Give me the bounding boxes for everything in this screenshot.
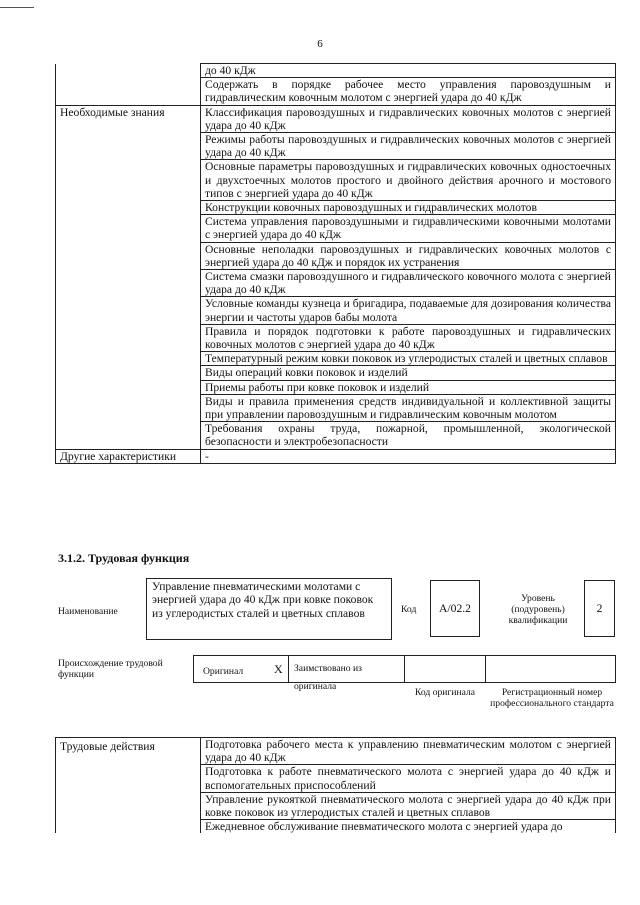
row-label: [56, 297, 201, 324]
code-box: [430, 580, 480, 637]
row-text: Требования охраны труда, пожарной, промышленной, экологической безопасности и электробезопасности: [201, 422, 616, 449]
borrowed-label: Заимствовано из оригинала: [294, 663, 362, 692]
row-text: Приемы работы при ковке поковок и изделий: [201, 380, 616, 394]
row-label: [56, 380, 201, 394]
row-label-other: Другие характеристики: [56, 449, 201, 463]
row-text: до 40 кДж: [201, 64, 616, 78]
row-label-actions: Трудовые действия: [56, 738, 201, 765]
code-value: А/02.2: [439, 602, 471, 615]
table-row: [56, 105, 616, 132]
table-row: [56, 64, 616, 78]
original-mark: X: [274, 662, 283, 676]
row-label: [56, 215, 201, 242]
row-label: [56, 78, 201, 105]
table-row: [56, 449, 616, 463]
row-label: [56, 270, 201, 297]
row-text: Система управления паровоздушными и гидравлическими ковочными молотами с энергией удара до 40 кДж: [201, 215, 616, 242]
table-row: [56, 133, 616, 160]
row-text: Система смазки паровоздушного и гидравлического ковочного молота с энергией удара до 40 кДж: [201, 270, 616, 297]
row-label: [56, 765, 201, 792]
row-label: [56, 394, 201, 421]
table-row: [56, 160, 616, 201]
code-original-label: Код оригинала: [414, 687, 476, 698]
row-label: [56, 64, 201, 78]
name-label: Наименование: [58, 606, 118, 617]
row-text: -: [201, 449, 616, 463]
reg-number-label: Регистрационный номер профессионального стандарта: [490, 687, 614, 709]
row-text: Подготовка к работе пневматического молота с энергией удара до 40 кДж и вспомогательных приспособлений: [201, 765, 616, 792]
original-box: [193, 655, 289, 683]
table-row: [56, 201, 616, 215]
page-number: 6: [317, 38, 323, 50]
row-text: Режимы работы паровоздушных и гидравлических ковочных молотов с энергией удара до 40 кДж: [201, 133, 616, 160]
row-text: Подготовка рабочего места к управлению пневматическим молотом с энергией удара до 40 кДж: [201, 738, 616, 765]
table-row: [56, 394, 616, 421]
table-row: [56, 792, 616, 819]
code-label: Код: [401, 604, 417, 615]
row-label: [56, 324, 201, 351]
row-label: [56, 820, 201, 834]
table-row: [56, 765, 616, 792]
row-text: Содержать в порядке рабочее место управления паровоздушным и гидравлическим ковочным молотом с энергией удара до 40 кДж: [201, 78, 616, 105]
row-label-knowledge: Необходимые знания: [56, 105, 201, 132]
table-row: [56, 215, 616, 242]
row-text: Правила и порядок подготовки к работе паровоздушных и гидравлических ковочных молотов с энергией удара до 40 кДж: [201, 324, 616, 351]
row-label: [56, 366, 201, 380]
table-row: [56, 380, 616, 394]
function-name-value: Управление пневматическими молотами с энергией удара до 40 кДж при ковке поковок из углеродистых сталей и цветных сплавов: [152, 580, 374, 620]
row-label: [56, 201, 201, 215]
row-label: [56, 422, 201, 449]
table-row: [56, 78, 616, 105]
row-text: Температурный режим ковки поковок из углеродистых сталей и цветных сплавов: [201, 352, 616, 366]
corner-mark: [0, 7, 34, 8]
row-text: Классификация паровоздушных и гидравлических ковочных молотов с энергией удара до 40 кДж: [201, 105, 616, 132]
row-text: Виды операций ковки поковок и изделий: [201, 366, 616, 380]
row-text: Ежедневное обслуживание пневматического молота с энергией удара до: [201, 820, 616, 834]
origin-label: Происхождение трудовой функции: [58, 658, 163, 680]
row-text: Основные параметры паровоздушных и гидравлических ковочных одностоечных и двухстоечных молотов простого и двойного действия арочного и мостового типов с энергией удара до 40 кДж: [201, 160, 616, 201]
skills-knowledge-table: [55, 63, 616, 464]
table-row: [56, 324, 616, 351]
table-row: [56, 352, 616, 366]
row-label: [56, 133, 201, 160]
code-original-box: [404, 655, 486, 683]
section-title: 3.1.2. Трудовая функция: [58, 551, 190, 565]
table-row: [56, 422, 616, 449]
labor-actions-table: [55, 737, 616, 833]
row-text: Основные неполадки паровоздушных и гидравлических ковочных молотов с энергией удара до 40 кДж и порядок их устранения: [201, 242, 616, 269]
level-label: Уровень (подуровень) квалификации: [508, 593, 568, 626]
row-text: Конструкции ковочных паровоздушных и гидравлических молотов: [201, 201, 616, 215]
row-label: [56, 160, 201, 201]
table-row: [56, 297, 616, 324]
row-label: [56, 352, 201, 366]
row-text: Условные команды кузнеца и бригадира, подаваемые для дозирования количества энергии и частоты ударов бабы молота: [201, 297, 616, 324]
table-row: [56, 820, 616, 834]
row-text: Виды и правила применения средств индивидуальной и коллективной защиты при управлении паровоздушным и гидравлическим ковочным молотом: [201, 394, 616, 421]
table-row: [56, 366, 616, 380]
function-name-box: [146, 578, 392, 640]
level-value: 2: [596, 602, 603, 615]
table-row: [56, 738, 616, 765]
level-box: [584, 580, 615, 637]
row-text: Управление рукояткой пневматического молота с энергией удара до 40 кДж при ковке поковок из углеродистых сталей и цветных сплавов: [201, 792, 616, 819]
row-label: [56, 792, 201, 819]
table-row: [56, 242, 616, 269]
reg-number-box: [485, 655, 616, 683]
borrowed-box: [288, 655, 405, 692]
original-label: Оригинал: [203, 666, 244, 677]
table-row: [56, 270, 616, 297]
row-label: [56, 242, 201, 269]
